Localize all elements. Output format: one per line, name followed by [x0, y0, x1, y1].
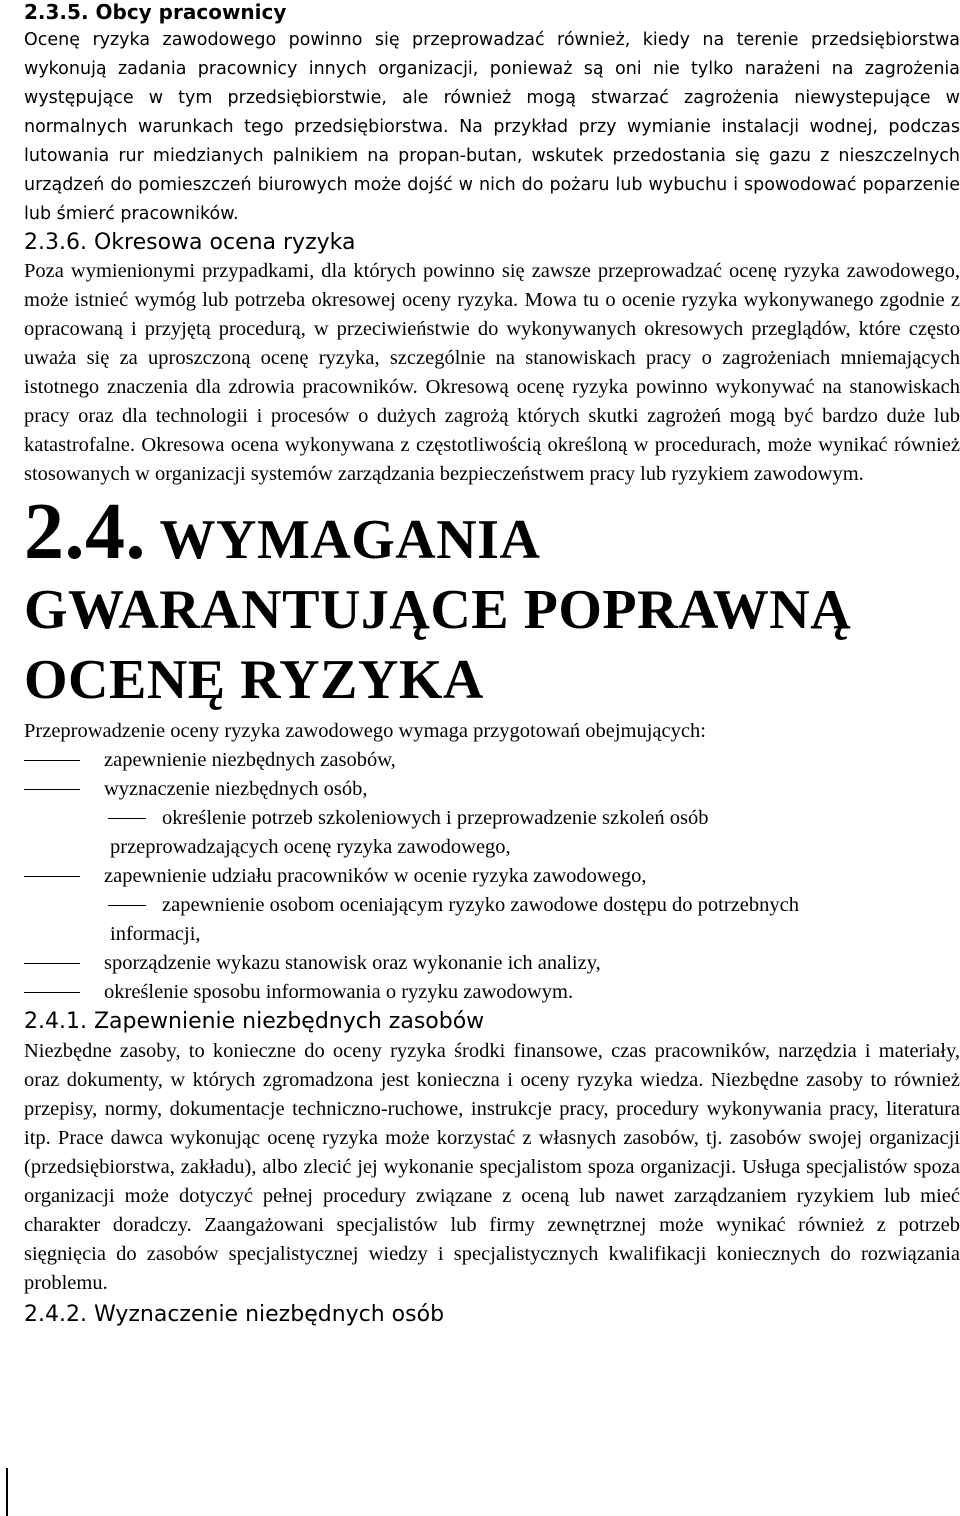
list-item: wyznaczenie niezbędnych osób, — [24, 775, 960, 804]
section-24-title-line2: GWARANTUJĄCE POPRAWNĄ — [24, 579, 852, 641]
section-24-title — [24, 488, 960, 715]
dash-marker — [108, 818, 146, 819]
list-item: określenie potrzeb szkoleniowych i przeprowadzenie szkoleń osób przeprowadzających ocenę ryzyka zawodowego, — [110, 807, 709, 858]
document-page — [24, 0, 960, 1330]
list-item: zapewnienie udziału pracowników w ocenie ryzyka zawodowego, — [24, 862, 960, 891]
list-item: zapewnienie niezbędnych zasobów, — [24, 746, 960, 775]
section-24-intro: Przeprowadzenie oceny ryzyka zawodowego wymaga przygotowań obejmujących: — [24, 720, 706, 742]
dash-marker — [24, 963, 80, 964]
margin-change-bar — [6, 1468, 8, 1516]
dash-marker — [24, 789, 80, 790]
section-24-number: 2.4. — [24, 488, 146, 576]
dash-marker — [24, 760, 80, 761]
section-235-heading: 2.3.5. Obcy pracownicy — [24, 0, 287, 24]
dash-marker — [108, 905, 146, 906]
list-item: zapewnienie osobom oceniającym ryzyko zawodowe dostępu do potrzebnych informacji, — [110, 894, 799, 945]
section-24-title-line1: WYMAGANIA — [159, 509, 541, 571]
section-235-paragraph: Ocenę ryzyka zawodowego powinno się przeprowadzać również, kiedy na terenie przedsiębiorstwa wykonują zadania pracownicy innych organizacji, ponieważ są oni nie tylko narażeni na zagrożenia występujące w tym przedsiębiorstwie, ale również mogą stwarzać zagrożenia niewystepujące w normalnych warunkach tego przedsiębiorstwa. Na przykład przy wymianie instalacji wodnej, podczas lutowania rur miedzianych palnikiem na propan-butan, wskutek przedostania się gazu z nieszczelnych urządzeń do pomieszczeń biurowych może dojść w nich do pożaru lub wybuchu i spowodować poparzenie lub śmierć pracowników. — [24, 30, 960, 224]
list-item: sporządzenie wykazu stanowisk oraz wykonanie ich analizy, — [24, 949, 960, 978]
section-241-paragraph: Niezbędne zasoby, to konieczne do oceny ryzyka środki finansowe, czas pracowników, narzędzia i materiały, oraz dokumenty, w których zgromadzona jest konieczna i oceny ryzyka wiedza. Niezbędne zasoby to również przepisy, normy, dokumentacje techniczno-ruchowe, instrukcje pracy, procedury wykonywania pracy, literatura itp. Prace dawca wykonując ocenę ryzyka może korzystać z własnych zasobów, tj. zasobów swojej organizacji (przedsiębiorstwa, zakładu), albo zlecić jej wykonanie specjalistom spoza organizacji. Usługa specjalistów spoza organizacji może dotyczyć pełnej procedury związane z oceną lub nawet zarządzaniem ryzykiem lub mieć charakter doradczy. Zaangażowani specjalistów lub firmy zewnętrznej może wynikać również z potrzeb sięgnięcia do zasobów specjalistycznej wiedzy i specjalistycznych kwalifikacji koniecznych do rozwiązania problemu. — [24, 1040, 960, 1294]
dash-marker — [24, 992, 80, 993]
section-236-heading: 2.3.6. Okresowa ocena ryzyka — [24, 230, 356, 255]
section-24-title-line3: OCENĘ RYZYKA — [24, 649, 484, 711]
section-242-heading: 2.4.2. Wyznaczenie niezbędnych osób — [24, 1302, 445, 1327]
section-241-heading: 2.4.1. Zapewnienie niezbędnych zasobów — [24, 1009, 485, 1034]
section-236-paragraph: Poza wymienionymi przypadkami, dla których powinno się zawsze przeprowadzać ocenę ryzyka zawodowego, może istnieć wymóg lub potrzeba okresowej oceny ryzyka. Mowa tu o ocenie ryzyka wykonywanego zgodnie z opracowaną i przyjętą procedurą, w przeciwieństwie do wykonywanych okresowych przeglądów, które często uważa się za uproszczoną ocenę ryzyka, szczególnie na stanowiskach pracy o zagrożeniach mniemających istotnego znaczenia dla zdrowia pracowników. Okresową ocenę ryzyka powinno wykonywać na stanowiskach pracy oraz dla technologii i procesów o dużych zagrożą których skutki zagrożeń mogą być bardzo duże lub katastrofalne. Okresowa ocena wykonywana z częstotliwością określoną w procedurach, może wynikać również stosowanych w organizacji systemów zarządzania bezpieczeństwem pracy lub ryzykiem zawodowym. — [24, 260, 960, 485]
dash-marker — [24, 876, 80, 877]
list-item: określenie sposobu informowania o ryzyku zawodowym. — [24, 978, 960, 1007]
requirements-list — [24, 746, 960, 1007]
